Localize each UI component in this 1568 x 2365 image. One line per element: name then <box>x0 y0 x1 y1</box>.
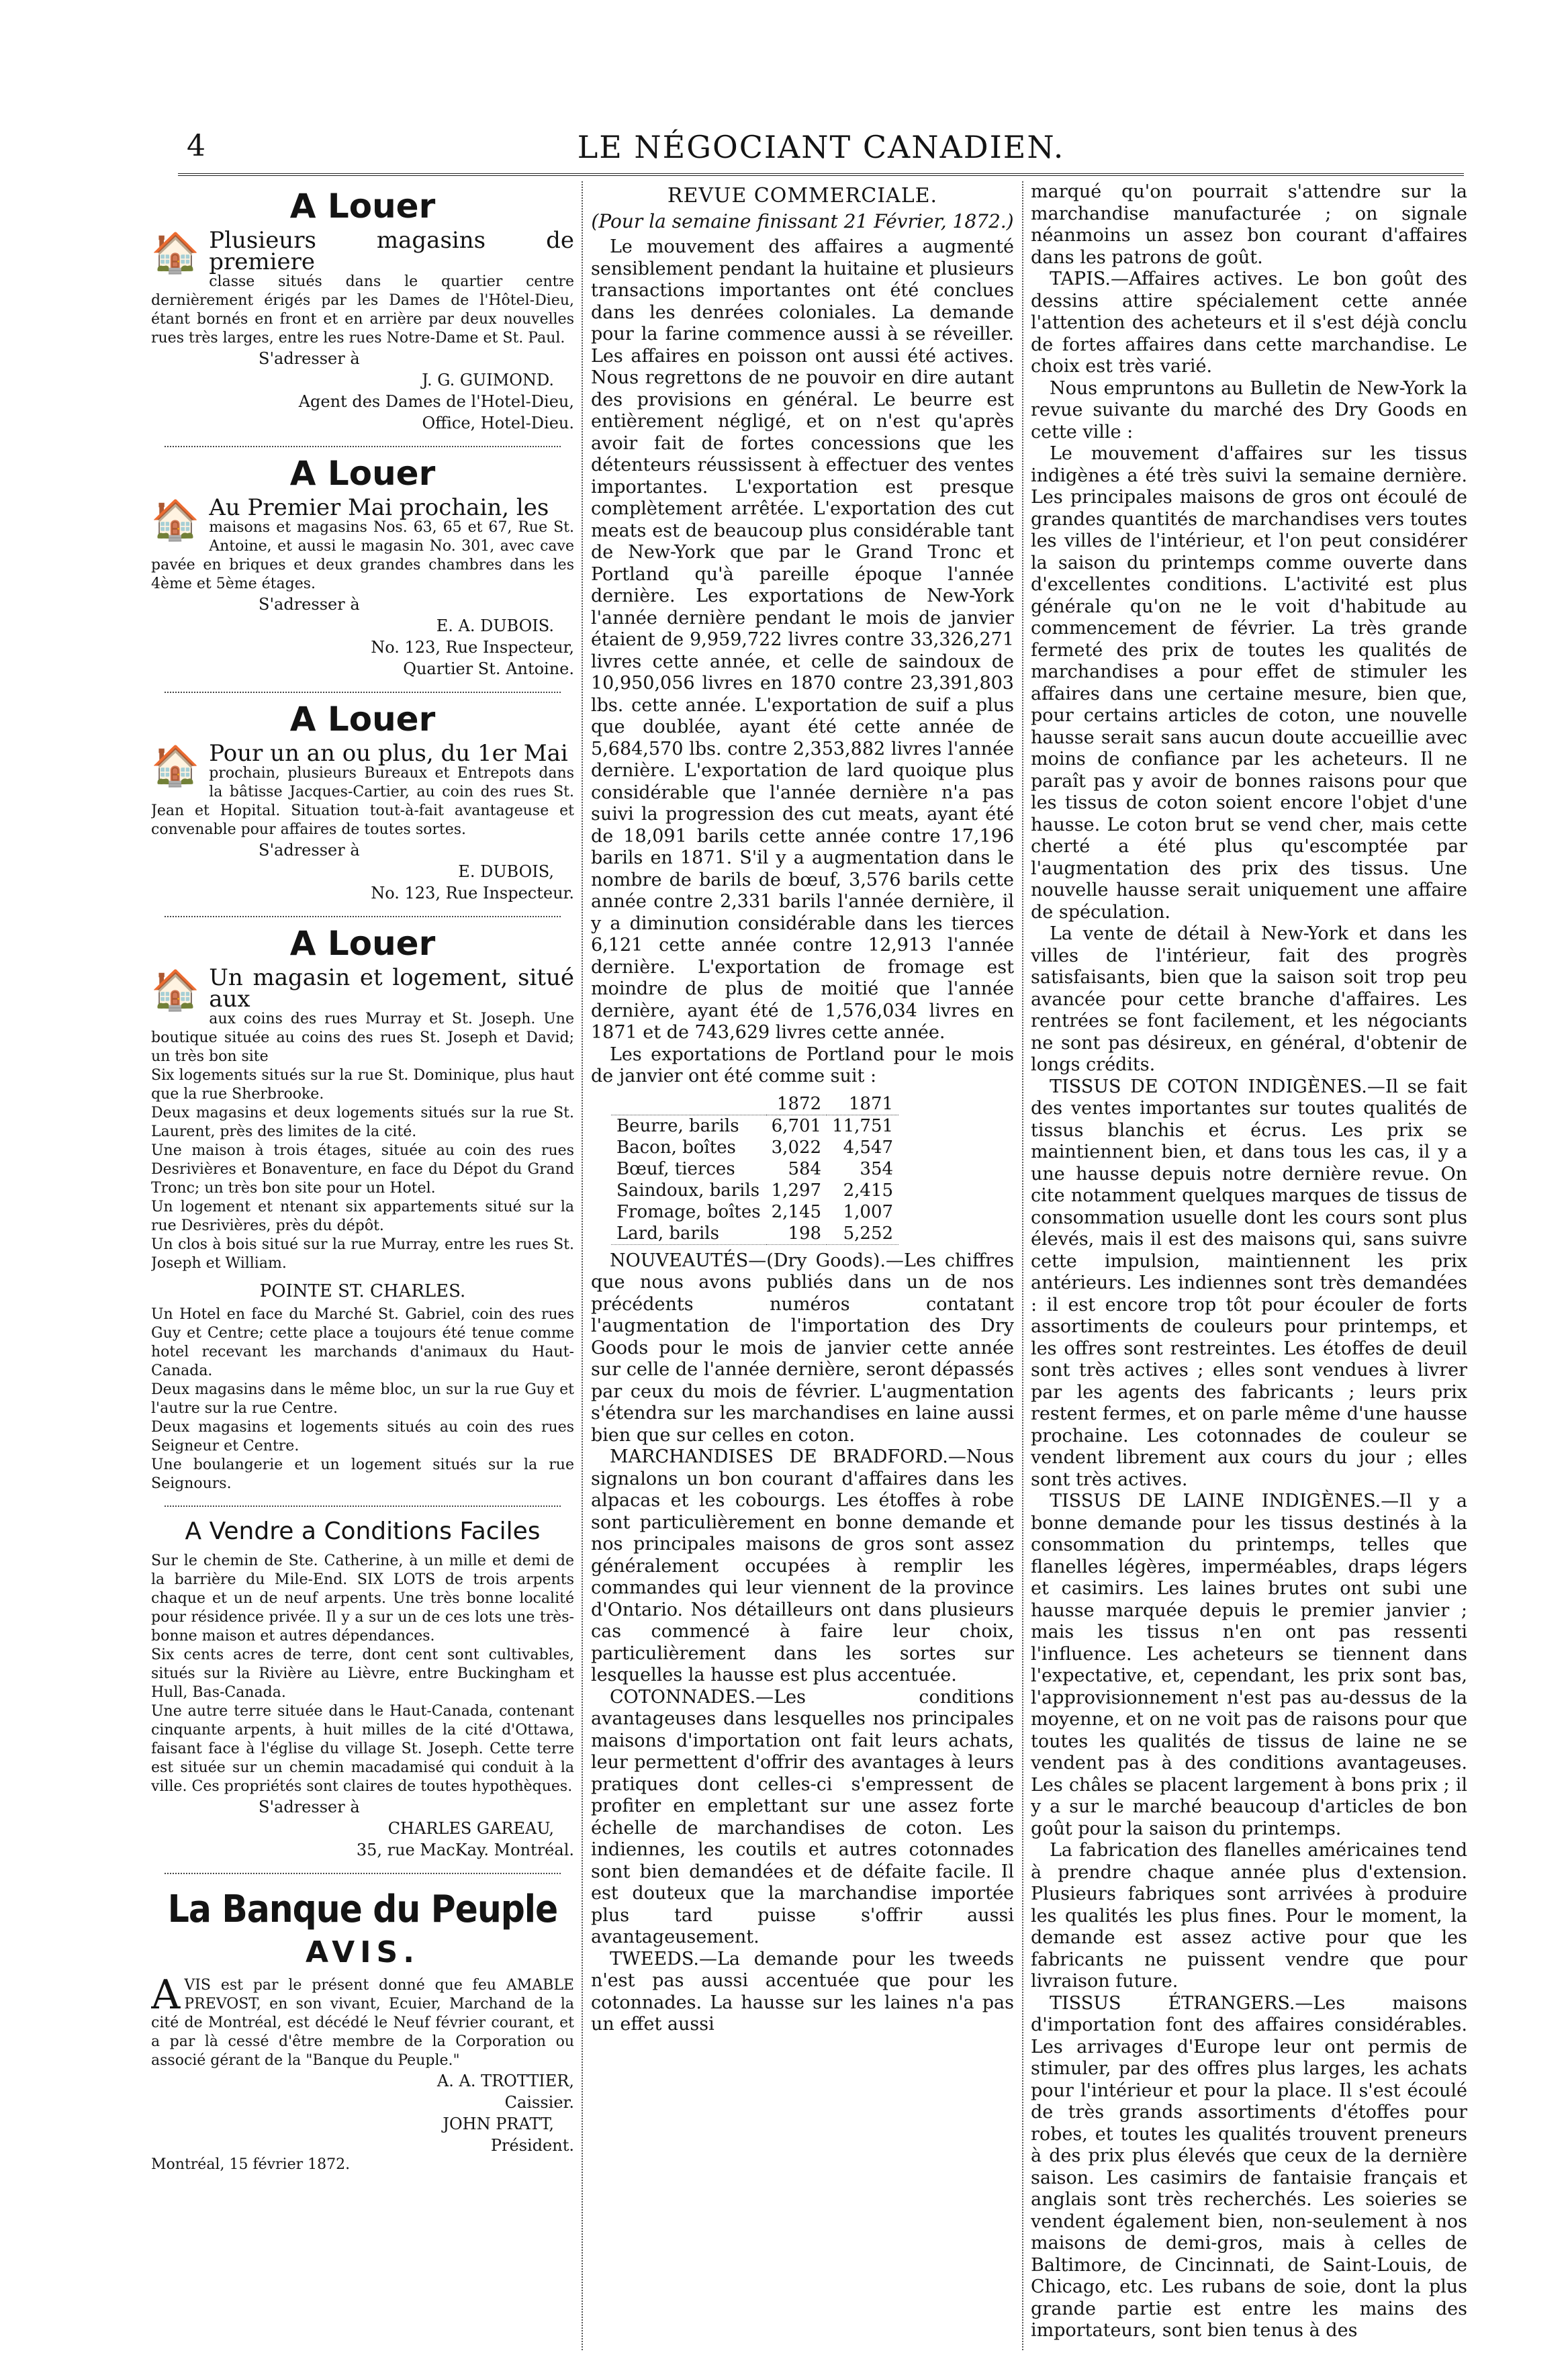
ad-paragraph: Six cents acres de terre, dont cent sont cultivables, situés sur la Rivière au Lièvre, entre Buckingham et Hull, Bas-Canada. <box>151 1647 574 1701</box>
ad-item: Deux magasins et deux logements situés sur la rue St. Laurent, près des limites de la cité. <box>151 1105 574 1140</box>
ad-item: Deux magasins et logements situés au coin des rues Seigneur et Centre. <box>151 1419 574 1454</box>
table-cell: 4,547 <box>843 1137 894 1158</box>
ad-body: VIS est par le présent donné que feu AMABLE PREVOST, en son vivant, Ecuier, Marchand de la cité de Montréal, est décédé le Neuf février courant, et a par là cessé d'être membre de la Corporation ou associé gérant de la "Banque du Peuple." <box>151 1977 574 2069</box>
ad-heading: A Louer <box>289 454 436 493</box>
ad-contact-office: Office, Hotel-Dieu. <box>422 414 574 432</box>
table-cell: 3,022 <box>771 1137 822 1158</box>
ad-separator <box>165 916 561 917</box>
table-header-cell: 1871 <box>848 1093 894 1114</box>
table-row <box>611 1158 898 1180</box>
ad-address-label: S'adresser à <box>259 349 360 368</box>
ad-contact-title: No. 123, Rue Inspecteur. <box>371 884 574 902</box>
table-cell: 198 <box>766 1223 827 1245</box>
house-icon: 🏠 <box>151 743 200 788</box>
article-dateline: (Pour la semaine finissant 21 Février, 1872.) <box>591 210 1014 232</box>
ad-lead: Un magasin et logement, situé aux <box>209 964 574 1013</box>
ad-item: Six logements situés sur la rue St. Dominique, plus haut que la rue Sherbrooke. <box>151 1067 574 1103</box>
article-paragraph: TISSUS DE LAINE INDIGÈNES.—Il y a bonne demande pour les tissus destinés à la consommation du printemps, telles que flanelles légères, imperméables, draps légers et casimirs. Les laines brutes ont subi une hausse marquée depuis le premier janvier ; mais les tissus n'en ont pas ressenti l'influence. Les acheteurs se tiennent dans l'expectative, et, cependant, les prix sont bas, l'approvisionnement n'est pas au-dessus de la moyenne, et on ne voit pas de raisons pour que toutes les qualités de tissus de laine ne se vendent pas à des conditions avantageuses. Les châles se placent largement à bons prix ; il y a sur le marché beaucoup d'articles de bon goût pour la saison du printemps. <box>1031 1491 1467 1839</box>
ad-contact-name: E. A. DUBOIS. <box>436 616 554 635</box>
table-row <box>611 1223 898 1245</box>
table-header-cell: 1872 <box>776 1093 822 1114</box>
ad-lead: Pour un an ou plus, du 1er Mai <box>209 740 568 767</box>
column-divider <box>582 181 583 2350</box>
ad-signature-title: Caissier. <box>504 2093 574 2112</box>
ad-separator <box>165 446 561 447</box>
ad-address-label: S'adresser à <box>259 1798 360 1816</box>
column-divider <box>1022 181 1023 2350</box>
ad-a-vendre <box>151 1518 574 1861</box>
ad-contact-title: No. 123, Rue Inspecteur, <box>371 638 574 657</box>
exports-table <box>611 1093 898 1245</box>
ad-address-label: S'adresser à <box>259 595 360 614</box>
header-rule <box>178 173 1464 176</box>
ad-heading: A Louer <box>289 700 436 739</box>
ad-separator <box>165 1873 561 1874</box>
ad-contact-title: 35, rue MacKay. Montréal. <box>356 1841 574 1859</box>
ad-separator <box>165 1505 561 1507</box>
ad-a-louer-1 <box>151 187 574 434</box>
ad-heading: A Louer <box>289 924 436 963</box>
column-revue-continued <box>1031 181 1467 2350</box>
table-row <box>611 1180 898 1201</box>
article-paragraph: Le mouvement des affaires a augmenté sensiblement pendant la huitaine et plusieurs transactions importantes ont été conclues dans les denrées coloniales. La demande pour la farine commence aussi à se réveiller. Les affaires en poisson ont aussi été actives. Nous regrettons de ne pouvoir en dire autant des provisions en général. Le beurre est entièrement négligé, et on n'est qu'après avoir fait de fortes concessions que les détenteurs réussissent à effectuer des ventes importantes. L'exportation est presque complètement arrêtée. L'exportation des cut meats est de beaucoup plus considérable tant de New-York que par le Grand Tronc et Portland qu'à pareille époque l'année dernière. Les exportations de New-York l'année dernière pendant le mois de janvier étaient de 9,959,722 livres contre 33,326,271 livres cette année, et celle de saindoux de 10,950,056 livres en 1870 contre 23,391,803 lbs. cette année. L'exportation de suif a plus que doublée, ayant été cette année de 5,684,570 lbs. contre 2,353,882 livres l'année dernière. L'exportation de lard quoique plus considérable que l'année dernière n'a pas suivi la progression des cut meats, ayant été de 18,091 barils cette année contre 17,196 barils en 1871. S'il y a augmentation dans le nombre de barils de bœuf, 3,576 barils cette année contre 2,331 barils l'année dernière, il y a diminution considérable dans les tierces 6,121 cette année contre 12,913 l'année dernière. L'exportation de fromage est moindre de plus de moitié que l'année dernière, ayant été de 1,576,034 livres en 1871 et de 743,629 livres cette année. <box>591 236 1014 1043</box>
article-paragraph: Le mouvement d'affaires sur les tissus indigènes a été très suivi la semaine dernière. Les principales maisons de gros ont écoulé de grandes quantités de marchandises vers toutes les villes de l'intérieur, et l'on peut considérer la saison du printemps comme ouverte dans d'excellentes conditions. L'activité est plus générale qu'on ne le voit d'habitude au commencement de février. La très grande fermeté des prix de toutes les qualités de marchandises a pour effet de stimuler les affaires dans une certaine mesure, bien que, pour certains articles de coton, une nouvelle hausse serait sans aucun doute accueillie avec moins de confiance par les acheteurs. Il ne paraît pas y avoir de bonnes raisons pour que les tissus de coton soient encore l'objet d'une hausse. Le coton brut se vend cher, mais cette cherté a été plus qu'escomptée par l'augmentation des prix des tissus. Une nouvelle hausse serait uniquement une affaire de spéculation. <box>1031 443 1467 923</box>
house-icon: 🏠 <box>151 230 200 275</box>
article-paragraph: COTONNADES.—Les conditions avantageuses dans lesquelles nos principales maisons d'importation ont fait leurs achats, leur permettent d'offrir des avantages à leurs pratiques dont celles-ci s'empressent de profiter en emplettant sur une assez forte échelle de marchandises de coton. Les indiennes, les coutils et autres cotonnades sont bien demandées et de défaite facile. Il est douteux que la marchandise importée plus tard puisse s'offrir aussi avantageusement. <box>591 1686 1014 1947</box>
table-cell-label: Lard, barils <box>611 1223 766 1245</box>
house-icon: 🏠 <box>151 967 200 1013</box>
ad-heading: A Vendre a Conditions Faciles <box>185 1518 541 1545</box>
ad-signature: JOHN PRATT, <box>443 2115 554 2133</box>
article-paragraph: TWEEDS.—La demande pour les tweeds n'est pas aussi accentuée que pour les cotonnades. La hausse sur les laines n'a pas un effet aussi <box>591 1948 1014 2035</box>
ad-banque-du-peuple <box>151 1888 574 2173</box>
masthead-title: LE NÉGOCIANT CANADIEN. <box>577 129 1065 165</box>
house-icon: 🏠 <box>151 497 200 543</box>
table-cell-label: Fromage, boîtes <box>616 1201 761 1222</box>
article-paragraph: NOUVEAUTÉS—(Dry Goods).—Les chiffres que nous avons publiés dans un de nos précédents numéros contatant l'augmentation de l'importation des Dry Goods pour le mois de janvier cette année sur celle de l'année dernière, seront dépassés par ceux du mois de février. L'augmentation s'étendra sur les marchandises en laine aussi bien que sur celles en coton. <box>591 1250 1014 1446</box>
ad-contact-name: CHARLES GAREAU, <box>387 1819 554 1838</box>
ad-body: aux coins des rues Murray et St. Joseph. Une boutique située au coins des rues St. Joseph et David; un très bon site <box>151 1011 574 1065</box>
article-title: REVUE COMMERCIALE. <box>667 184 938 207</box>
ad-date: Montréal, 15 février 1872. <box>151 2156 351 2173</box>
table-header-row <box>611 1093 898 1115</box>
ad-a-louer-3 <box>151 700 574 904</box>
ad-item: Une boulangerie et un logement situés sur la rue Seignours. <box>151 1456 574 1492</box>
ad-heading: A Louer <box>289 187 436 226</box>
ad-address-label: S'adresser à <box>259 841 360 860</box>
table-cell-label: Beurre, barils <box>616 1115 739 1136</box>
table-row <box>611 1201 898 1223</box>
article-paragraph: marqué qu'on pourrait s'attendre sur la marchandise manufacturée ; on signale néanmoins un assez bon courant d'affaires dans les patrons de goût. <box>1031 181 1467 268</box>
ad-item: Deux magasins dans le même bloc, un sur la rue Guy et l'autre sur la rue Centre. <box>151 1381 574 1417</box>
ad-separator <box>165 692 561 693</box>
table-cell: 1,297 <box>771 1180 822 1201</box>
ad-item: Un clos à bois situé sur la rue Murray, entre les rues St. Joseph et William. <box>151 1236 574 1272</box>
table-cell-label: Bacon, boîtes <box>616 1137 736 1158</box>
article-paragraph: Nous empruntons au Bulletin de New-York la revue suivante du marché des Dry Goods en cette ville : <box>1031 377 1467 443</box>
ad-item: Une maison à trois étages, située au coin des rues Desrivières et Bonaventure, en face du Dépot du Grand Tronc; un très bon site pour un Hotel. <box>151 1142 574 1197</box>
article-paragraph: TISSUS DE COTON INDIGÈNES.—Il se fait des ventes importantes sur toutes qualités de tissus blanchis et écrus. Les prix se maintiennent bien, et dans tous les cas, il y a une hausse depuis notre dernière revue. On cite notamment quelques marques de tissus de consommation usuelle dont les cours sont plus élevés, mais il est des maisons qui, sans suivre cette impulsion, maintiennent les prix antérieurs. Les indiennes sont très demandées : il est encore trop tôt pour écouler de forts assortiments de couleurs pour printemps, et les offres sont restreintes. Les étoffes de deuil sont très actives ; elles sont vendues à livrer par les agents des fabricants ; leurs prix restent fermes, et on parle même d'une hausse prochaine. Les cotonnades de couleur se vendent librement aux cours du jour ; elles sont très actives. <box>1031 1076 1467 1490</box>
drop-cap: A <box>151 1972 181 2019</box>
table-cell-label: Saindoux, barils <box>616 1180 760 1201</box>
table-cell: 5,252 <box>827 1223 898 1245</box>
ad-lead: Plusieurs magasins de premiere <box>209 227 574 275</box>
column-revue-commerciale <box>591 181 1014 2350</box>
column-ads <box>151 181 574 2350</box>
table-cell: 2,145 <box>771 1201 822 1222</box>
ad-heading: La Banque du Peuple <box>167 1888 558 1931</box>
ad-item: Un Hotel en face du Marché St. Gabriel, coin des rues Guy et Centre; cette place a toujours été tenue comme hotel recevant les marchands d'animaux du Haut-Canada. <box>151 1306 574 1379</box>
ad-paragraph: Une autre terre située dans le Haut-Canada, contenant cinquante arpents, à huit milles de la cité d'Ottawa, faisant face à l'église du village St. Joseph. Cette terre est située sur un chemin macadamisé qui conduit à la ville. Ces propriétés sont claires de toutes hypothèques. <box>151 1703 574 1795</box>
table-row <box>611 1137 898 1158</box>
ad-contact-name: J. G. GUIMOND. <box>422 371 554 389</box>
table-cell: 6,701 <box>771 1115 822 1136</box>
ad-contact-office: Quartier St. Antoine. <box>403 659 574 678</box>
table-cell: 11,751 <box>832 1115 894 1136</box>
article-paragraph: MARCHANDISES DE BRADFORD.—Nous signalons un bon courant d'affaires dans les alpacas et les cobourgs. Les étoffes à robe sont particulièrement en bonne demande et nos principales maisons de gros sont assez généralement occupées à remplir les commandes qui leur viennent de la province d'Ontario. Nos détailleurs ont dans plusieurs cas commencé à faire leur choix, particulièrement dans les sortes sur lesquelles la hausse est plus accentuée. <box>591 1446 1014 1685</box>
table-cell: 2,415 <box>843 1180 894 1201</box>
article-paragraph: La vente de détail à New-York et dans les villes de l'intérieur, fait des progrès satisfaisants, bien que la saison soit trop peu avancée pour cette branche d'affaires. Les rentrées se font facilement, et les négociants ne sont pas désireux, en général, d'obtenir de longs crédits. <box>1031 923 1467 1075</box>
table-row <box>611 1115 898 1137</box>
ad-lead: Au Premier Mai prochain, les <box>209 494 549 521</box>
table-cell: 354 <box>860 1158 894 1179</box>
ad-contact-name: E. DUBOIS, <box>458 862 554 881</box>
article-paragraph: Les exportations de Portland pour le mois de janvier ont été comme suit : <box>591 1044 1014 1086</box>
article-paragraph: TISSUS ÉTRANGERS.—Les maisons d'importation font des affaires considérables. Les arrivages d'Europe leur ont permis de stimuler, par des offres plus larges, les achats pour l'intérieur et pour la place. Il s'est écoulé de très grands assortiments d'étoffes pour robes, et toutes les qualités trouvent preneurs à des prix plus élevés que ceux de la dernière saison. Les casimirs de fantaisie français et anglais sont très recherchés. Les soieries se vendent également bien, non-seulement à nos maisons de demi-gros, mais à celles de Baltimore, de Cincinnati, de Saint-Louis, de Chicago, etc. Les rubans de soie, dont la plus grande partie est entre les mains des importateurs, sont bien tenus à des <box>1031 1992 1467 2341</box>
ad-signature-title: Président. <box>490 2136 574 2155</box>
ad-contact-title: Agent des Dames de l'Hotel-Dieu, <box>298 392 574 411</box>
ad-body: maisons et magasins Nos. 63, 65 et 67, Rue St. Antoine, et aussi le magasin No. 301, avec cave pavée en briques et deux grandes chambres dans les 4ème et 5ème étages. <box>151 519 574 592</box>
ad-body: classe situés dans le quartier centre dernièrement érigés par les Dames de l'Hôtel-Dieu, étant bornés en front et en arrière par deux nouvelles rues très larges, entre les rues Notre-Dame et St. Paul. <box>151 273 574 346</box>
ad-item: Un logement et ntenant six appartements situé sur la rue Desrivières, près du dépôt. <box>151 1199 574 1234</box>
table-cell: 584 <box>788 1158 822 1179</box>
article-paragraph: La fabrication des flanelles américaines tend à prendre chaque année plus d'extension. Plusieurs fabriques sont arrivées à produire les qualités les plus fines. Pour le moment, la demande est assez active pour que les fabricants ne puissent vendre que pour livraison future. <box>1031 1840 1467 1992</box>
table-cell-label: Bœuf, tierces <box>616 1158 735 1179</box>
ad-signature: A. A. TROTTIER, <box>436 2072 574 2090</box>
article-paragraph: TAPIS.—Affaires actives. Le bon goût des dessins attire spécialement cette année l'attention des acheteurs et il s'est déjà conclu de fortes affaires dans cette marchandise. Le choix est très varié. <box>1031 269 1467 377</box>
ad-subheading: POINTE ST. CHARLES. <box>259 1281 466 1301</box>
table-cell: 1,007 <box>843 1201 894 1222</box>
ad-paragraph: Sur le chemin de Ste. Catherine, à un mille et demi de la barrière du Mile-End. SIX LOTS de trois arpents chaque et un de neuf arpents. Une très bonne localité pour résidence privée. Il y a sur un de ces lots une très-bonne maison et autres dépendances. <box>151 1552 574 1644</box>
ad-a-louer-4 <box>151 924 574 1493</box>
ad-a-louer-2 <box>151 454 574 680</box>
ad-body: prochain, plusieurs Bureaux et Entrepots dans la bâtisse Jacques-Cartier, au coin des rues St. Jean et Hopital. Situation tout-à-fait avantageuse et convenable pour affaires de toutes sortes. <box>151 765 574 838</box>
ad-subheading: AVIS. <box>306 1935 420 1969</box>
page-header <box>181 129 1461 171</box>
page-number: 4 <box>187 129 205 163</box>
